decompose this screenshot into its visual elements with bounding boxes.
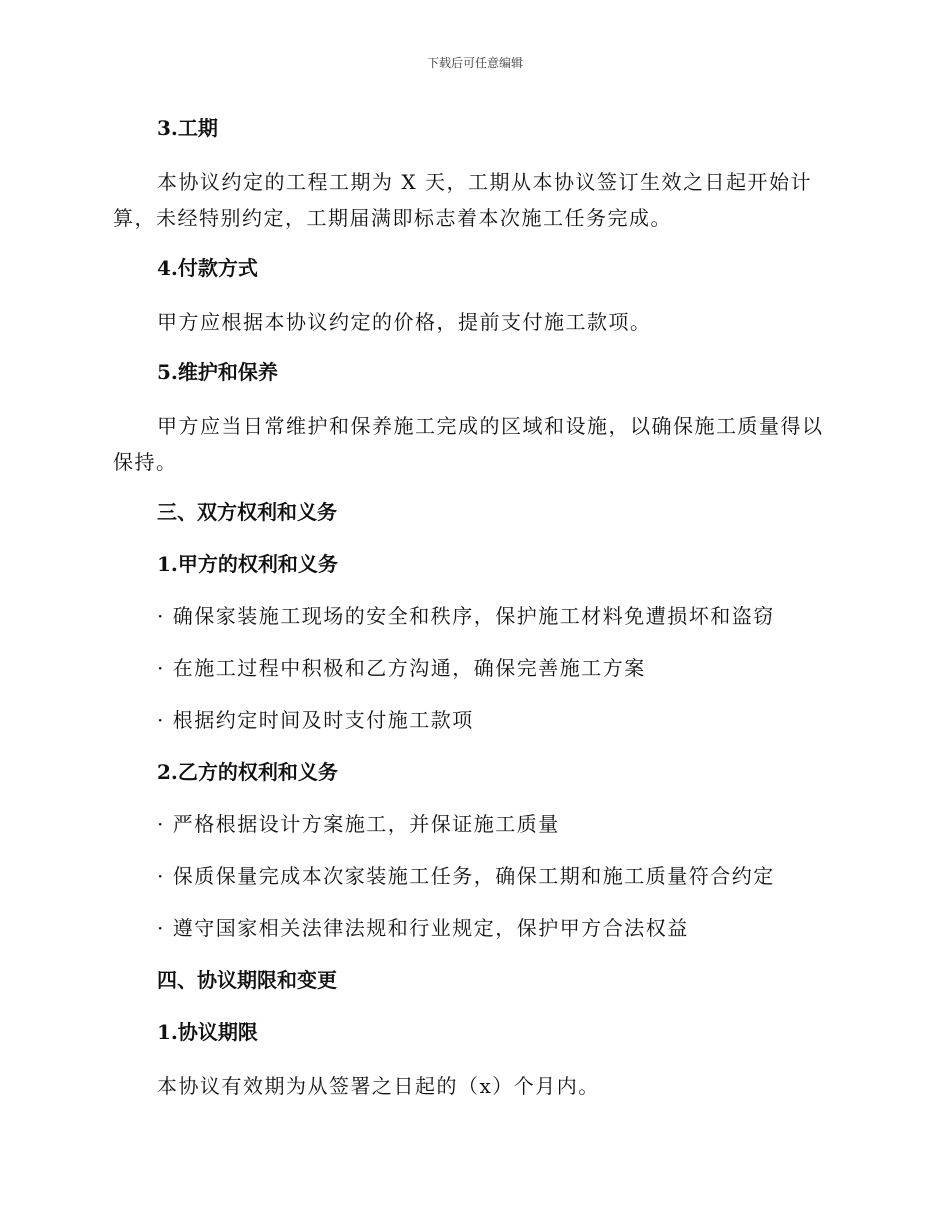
list-item: · 确保家装施工现场的安全和秩序，保护施工材料免遭损坏和盗窃 <box>157 604 775 628</box>
section-heading-payment: 4.付款方式 <box>157 256 258 280</box>
list-item: · 在施工过程中积极和乙方沟通，确保完善施工方案 <box>157 656 646 680</box>
list-item: · 保质保量完成本次家装施工任务，确保工期和施工质量符合约定 <box>157 864 775 888</box>
part-heading-rights: 三、双方权利和义务 <box>157 500 337 524</box>
paragraph-payment: 甲方应根据本协议约定的价格，提前支付施工款项。 <box>157 310 652 334</box>
section-heading-maintenance: 5.维护和保养 <box>157 360 278 384</box>
paragraph-maintenance: 甲方应当日常维护和保养施工完成的区域和设施，以确保施工质量得以保持。 <box>113 414 824 474</box>
paragraph-duration: 本协议约定的工程工期为 X 天，工期从本协议签订生效之日起开始计算，未经特别约定，工期届满即标志着本次施工任务完成。 <box>113 170 812 230</box>
list-item: · 根据约定时间及时支付施工款项 <box>157 708 474 732</box>
subheading-term: 1.协议期限 <box>157 1020 258 1044</box>
page-header: 下载后可任意编辑 <box>426 56 523 70</box>
subheading-party-a: 1.甲方的权利和义务 <box>157 552 338 576</box>
section-heading-duration: 3.工期 <box>157 116 218 140</box>
list-item: · 严格根据设计方案施工，并保证施工质量 <box>157 812 560 836</box>
subheading-party-b: 2.乙方的权利和义务 <box>157 760 338 784</box>
paragraph-term: 本协议有效期为从签署之日起的（x）个月内。 <box>157 1074 600 1098</box>
list-item: · 遵守国家相关法律法规和行业规定，保护甲方合法权益 <box>157 916 689 940</box>
document-body <box>113 112 833 1120</box>
part-heading-term: 四、协议期限和变更 <box>157 968 337 992</box>
